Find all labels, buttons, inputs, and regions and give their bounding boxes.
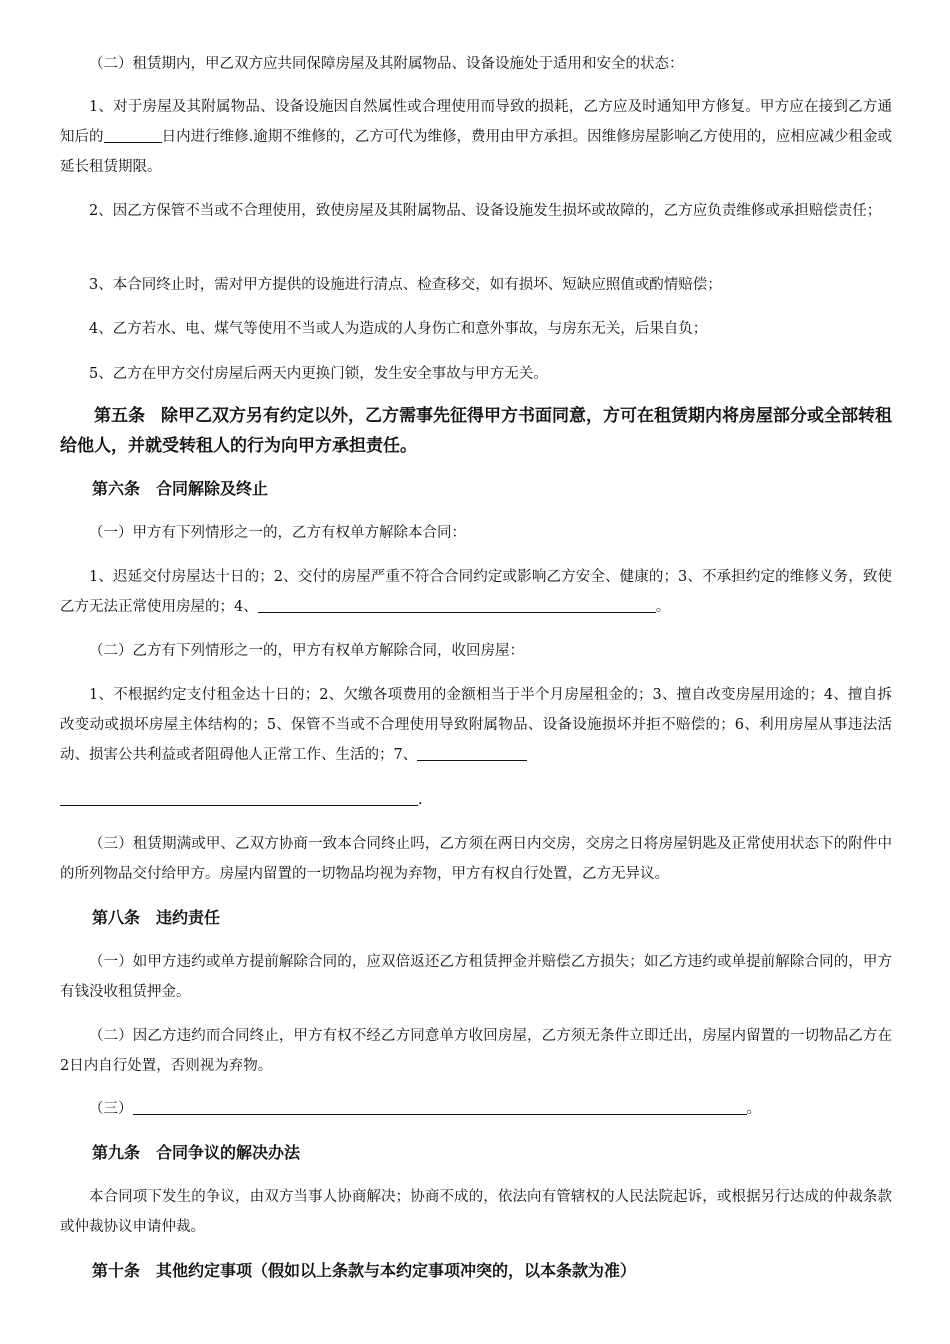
article-6-sub-2-end: . — [418, 792, 423, 808]
section-2-intro: （二）租赁期内，甲乙双方应共同保障房屋及其附属物品、设备设施处于适用和安全的状态： — [89, 56, 684, 72]
article-6-sub-2-items-text: 1、不根据约定支付租金达十日的；2、欠缴各项费用的金额相当于半个月房屋租金的；3、擅自改变房屋用途的；4、擅自拆改变动或损坏房屋主体结构的；5、保管不当或不合理使用导致附属物品、设备设施损坏并拒不赔偿的；6、利用房屋从事违法活动、损害公共利益或者阻碍他人正常工作、生活的；7、 — [60, 687, 892, 763]
article-9-title: 合同争议的解决办法 — [156, 1143, 301, 1162]
article-6-sub-2: （二）乙方有下列情形之一的，甲方有权单方解除合同，收回房屋： — [89, 643, 524, 659]
article-6-sub-1-items-text: 1、迟延交付房屋达十日的；2、交付的房屋严重不符合合同约定或影响乙方安全、健康的；3、不承担约定的维修义务，致使乙方无法正常使用房屋的；4、 — [60, 569, 892, 615]
article-6-sub-3: （三）租赁期满或甲、乙双方协商一致本合同终止吗，乙方须在两日内交房，交房之日将房屋钥匙及正常使用状态下的附件中的所列物品交付给甲方。房屋内留置的一切物品均视为弃物，甲方有权自行处置，乙方无异议。 — [60, 836, 892, 882]
section-2-item-4: 4、乙方若水、电、煤气等使用不当或人为造成的人身伤亡和意外事故，与房东无关，后果自负； — [89, 321, 708, 337]
article-8-sub-2: （二）因乙方违约而合同终止，甲方有权不经乙方同意单方收回房屋，乙方须无条件立即迁出，房屋内留置的一切物品乙方在2日内自行处置，否则视为弃物。 — [60, 1028, 892, 1074]
article-9-heading — [60, 1138, 892, 1168]
article-6-label: 第六条 — [92, 479, 141, 498]
article-5-label: 第五条 — [94, 406, 145, 426]
article-6-sub-1-end: 。 — [655, 599, 671, 615]
article-8-sub-3 — [60, 1094, 892, 1124]
article-8-heading — [60, 903, 892, 933]
article-10-heading — [60, 1256, 892, 1286]
article-5-text: 除甲乙双方另有约定以外，乙方需事先征得甲方书面同意，方可在租赁期内将房屋部分或全部转租给他人，并就受转租人的行为向甲方承担责任。 — [60, 406, 892, 456]
article-5 — [60, 401, 892, 461]
article-6-title: 合同解除及终止 — [156, 479, 269, 498]
section-2-item-3: 3、本合同终止时，需对甲方提供的设施进行清点、检查移交，如有损坏、短缺应照值或酌情赔偿； — [89, 277, 722, 293]
tenant-breach-blank[interactable] — [417, 744, 527, 761]
section-2-item-5: 5、乙方在甲方交付房屋后两天内更换门锁，发生安全事故与甲方无关。 — [89, 366, 548, 382]
article-9-label: 第九条 — [92, 1143, 141, 1162]
article-10-label: 第十条 — [92, 1261, 141, 1280]
article-8-sub-3-prefix: （三） — [89, 1101, 133, 1117]
section-2-item-1-text-b: 日内进行维修.逾期不维修的，乙方可代为维修，费用由甲方承担。因维修房屋影响乙方使用的，应相应减少租金或延长租赁期限。 — [60, 129, 893, 175]
tenant-breach-blank-continued[interactable] — [60, 789, 418, 806]
article-6-sub-2-items — [60, 680, 892, 770]
article-6-sub-1-items — [60, 562, 892, 622]
other-breach-blank[interactable] — [133, 1098, 747, 1115]
days-blank[interactable] — [104, 126, 162, 143]
article-8-sub-3-end: 。 — [746, 1101, 761, 1117]
article-10-title: 其他约定事项（假如以上条款与本约定事项冲突的，以本条款为准） — [156, 1261, 637, 1280]
section-2-item-1 — [60, 92, 892, 182]
article-6-heading — [60, 474, 892, 504]
continuation-line — [60, 785, 480, 815]
article-9-text: 本合同项下发生的争议，由双方当事人协商解决；协商不成的，依法向有管辖权的人民法院起诉，或根据另行达成的仲裁条款或仲裁协议申请仲裁。 — [60, 1189, 892, 1235]
section-2-item-1-text-a: 1、对于房屋及其附属物品、设备设施因自然属性或合理使用而导致的损耗，乙方应及时通知甲方修复。甲方应在接到乙方通知后的 — [60, 99, 892, 145]
article-8-label: 第八条 — [92, 908, 141, 927]
article-8-sub-1: （一）如甲方违约或单方提前解除合同的，应双倍返还乙方租赁押金并赔偿乙方损失；如乙方违约或单提前解除合同的，甲方有钱没收租赁押金。 — [60, 954, 892, 1000]
article-6-sub-1: （一）甲方有下列情形之一的，乙方有权单方解除本合同： — [89, 525, 466, 541]
section-2-item-2: 2、因乙方保管不当或不合理使用，致使房屋及其附属物品、设备设施发生损坏或故障的，乙方应负责维修或承担赔偿责任； — [89, 203, 882, 219]
article-8-title: 违约责任 — [156, 908, 221, 927]
landlord-breach-blank[interactable] — [258, 596, 656, 613]
